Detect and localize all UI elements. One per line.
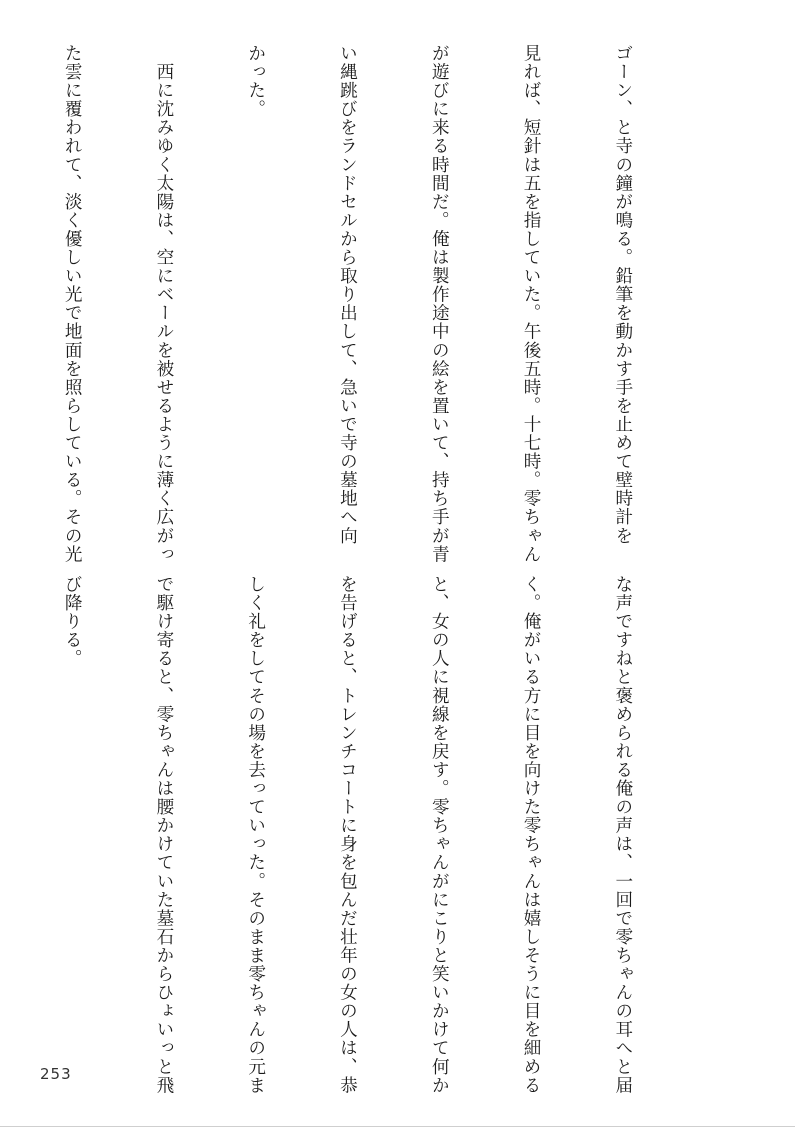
text-line: な声ですねと褒められる俺の声は、一回で零ちゃんの耳へと届	[612, 575, 633, 1095]
text-line: を告げると、トレンチコートに身を包んだ壮年の女の人は、恭	[337, 575, 358, 1095]
text-line: い縄跳びをランドセルから取り出して、急いで寺の墓地へ向	[337, 44, 358, 545]
page-number: 253	[40, 1065, 72, 1083]
text-line: ゴーン、と寺の鐘が鳴る。鉛筆を動かす手を止めて壁時計を	[612, 44, 633, 545]
text-line: た雲に覆われて、淡く優しい光で地面を照らしている。その光	[62, 44, 83, 564]
text-line: が遊びに来る時間だ。俺は製作途中の絵を置いて、持ち手が青	[429, 44, 450, 564]
text-line: 見れば、短針は五を指していた。午後五時。十七時。零ちゃん	[521, 44, 542, 564]
text-block-bottom	[62, 575, 699, 1095]
text-line: で駆け寄ると、零ちゃんは腰かけていた墓石からひょいっと飛	[153, 575, 174, 1095]
text-line: かった。	[245, 44, 266, 119]
text-line: び降りる。	[62, 575, 83, 668]
text-line: しく礼をしてその場を去っていった。そのまま零ちゃんの元ま	[245, 575, 266, 1095]
text-line: と、女の人に視線を戻す。零ちゃんがにこりと笑いかけて何か	[429, 575, 450, 1095]
bottom-divider	[0, 1126, 795, 1127]
text-line: 西に沈みゆく太陽は、空にベールを被せるように薄く広がっ	[153, 44, 174, 564]
text-block-top	[62, 44, 699, 564]
text-line: く。俺がいる方に目を向けた零ちゃんは嬉しそうに目を細める	[521, 575, 542, 1095]
